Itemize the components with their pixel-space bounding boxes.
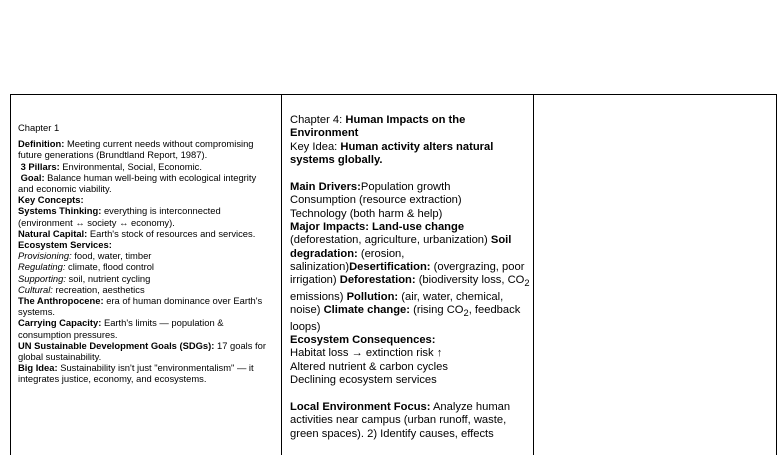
table-cell-empty	[534, 95, 777, 455]
ecosystem-services-heading: Ecosystem Services:	[18, 239, 112, 251]
table-cell-chapter-1	[11, 95, 282, 455]
key-concepts-heading: Key Concepts:	[18, 194, 84, 206]
regulating-line: Regulating: climate, flood control	[18, 261, 155, 273]
carrying-capacity-line: Carrying Capacity: Earth's limits — population & consumption pressures.	[18, 317, 224, 340]
spacer	[290, 387, 530, 401]
ecosystem-consequences-heading: Ecosystem Consequences:	[290, 333, 436, 346]
chapter-4-heading: Chapter 4: Human Impacts on the Environment	[290, 114, 466, 140]
driver-consumption: Consumption (resource extraction)	[290, 194, 462, 207]
main-drivers-line: Main Drivers:Population growth	[290, 181, 451, 194]
key-idea-line: Key Idea: Human activity alters natural systems globally.	[290, 140, 494, 166]
table-cell-chapter-4	[282, 95, 534, 455]
chapter-1-heading: Chapter 1	[18, 122, 60, 133]
notes-table	[10, 94, 777, 455]
cultural-line: Cultural: recreation, aesthetics	[18, 283, 145, 295]
local-focus-paragraph: Local Environment Focus: Analyze human activities near campus (urban runoff, waste, green spaces). 2) Identify causes, effects	[290, 401, 511, 440]
goal-line: Goal: Balance human well-being with ecological integrity and economic viability.	[18, 171, 257, 195]
provisioning-line: Provisioning: food, water, timber	[18, 250, 152, 262]
driver-technology: Technology (both harm & help)	[290, 207, 443, 220]
consequence-cycles: Altered nutrient & carbon cycles	[290, 360, 448, 373]
big-idea-line: Big Idea: Sustainability isn't just "environmentalism" — it integrates justice, economy, and ecosystems.	[18, 362, 254, 385]
supporting-line: Supporting: soil, nutrient cycling	[18, 272, 151, 284]
systems-thinking-line: Systems Thinking: everything is interconnected (environment ↔ society ↔ economy).	[18, 205, 221, 228]
consequence-services: Declining ecosystem services	[290, 373, 437, 386]
spacer	[290, 167, 530, 181]
sdg-line: UN Sustainable Development Goals (SDGs): 17 goals for global sustainability.	[18, 339, 267, 363]
chapter-4-notes	[290, 114, 530, 441]
natural-capital-line: Natural Capital: Earth's stock of resources and services.	[18, 227, 256, 239]
anthropocene-line: The Anthropocene: era of human dominance over Earth's systems.	[18, 295, 263, 318]
consequence-habitat: Habitat loss → extinction risk ↑	[290, 347, 443, 360]
definition-line: Definition: Meeting current needs without compromising future generations (Brundtland Report, 1987).	[18, 138, 254, 161]
major-impacts-paragraph: Major Impacts: Land-use change (deforestation, agriculture, urbanization) Soil degradation: (erosion, salinization)Desertification: (overgrazing, poor irrigation) Deforestation: (biodiversity loss, $CO_2$ emissions) Pollution: (air, water, chemical, noise) Climate change: (rising $CO_2$, feedback loops)	[290, 221, 530, 333]
pillars-line: 3 Pillars: Environmental, Social, Economic.	[20, 160, 202, 172]
chapter-1-notes	[18, 122, 270, 385]
